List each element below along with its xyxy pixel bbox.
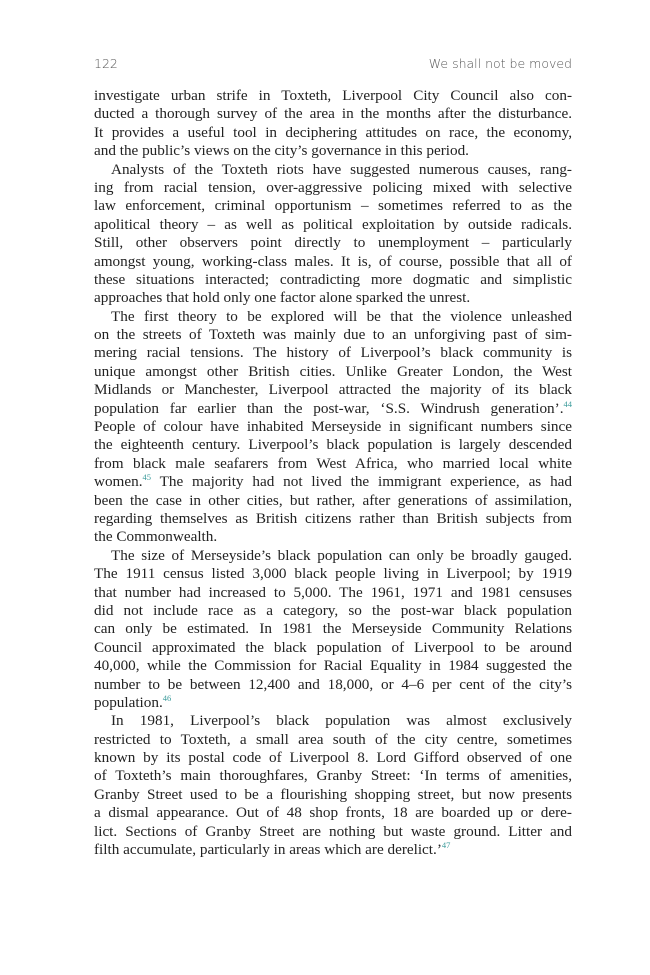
text-line bbox=[94, 657, 572, 675]
text-line bbox=[94, 436, 572, 454]
footnote-reference[interactable]: 47 bbox=[441, 840, 451, 851]
line-text: these situations interacted; contradicting more dogmatic and simplistic bbox=[94, 270, 572, 288]
text-line bbox=[94, 326, 572, 344]
text-line bbox=[94, 142, 572, 160]
text-line bbox=[94, 381, 572, 399]
text-line bbox=[94, 731, 572, 749]
text-line bbox=[94, 639, 572, 657]
text-line bbox=[94, 271, 572, 289]
line-text: In 1981, Liverpool’s black population was almost exclusively bbox=[111, 712, 572, 730]
text-line bbox=[94, 87, 572, 105]
line-text: on the streets of Toxteth was mainly due to an unforgiving past of sim- bbox=[94, 326, 572, 344]
text-line bbox=[94, 124, 572, 142]
line-text: investigate urban strife in Toxteth, Liverpool City Council also con- bbox=[94, 87, 572, 104]
line-text: The size of Merseyside’s black population can only be broadly gauged. bbox=[111, 546, 572, 564]
paragraph bbox=[94, 87, 572, 161]
text-line bbox=[94, 161, 572, 179]
text-line bbox=[94, 216, 572, 234]
line-text: that number had increased to 5,000. The 1961, 1971 and 1981 censuses bbox=[94, 583, 572, 601]
paragraph bbox=[94, 308, 572, 547]
text-line bbox=[94, 804, 572, 822]
text-line bbox=[94, 823, 572, 841]
line-text: the eighteenth century. Liverpool’s black population is largely descended bbox=[94, 436, 572, 454]
line-text: regarding themselves as British citizens rather than British subjects from bbox=[94, 509, 572, 527]
line-text: known by its postal code of Liverpool 8. Lord Gifford observed of one bbox=[94, 749, 572, 767]
text-line bbox=[94, 234, 572, 252]
line-text: Midlands or Manchester, Liverpool attracted the majority of its black bbox=[94, 381, 572, 399]
text-line bbox=[94, 197, 572, 215]
text-line bbox=[94, 676, 572, 694]
text-line bbox=[94, 602, 572, 620]
line-text: mering racial tensions. The history of Liverpool’s black community is bbox=[94, 344, 572, 362]
text-line bbox=[94, 620, 572, 638]
page-number: 122 bbox=[94, 56, 118, 71]
line-text: amongst young, working-class males. It is, of course, possible that all of bbox=[94, 252, 572, 270]
footnote-reference[interactable]: 44 bbox=[563, 398, 572, 409]
line-text: ducted a thorough survey of the area in the months after the disturbance. bbox=[94, 105, 572, 123]
line-text: The majority had not lived the immigrant experience, as had bbox=[151, 473, 572, 491]
text-line bbox=[94, 712, 572, 730]
line-text: unique amongst other British cities. Unlike Greater London, the West bbox=[94, 362, 572, 380]
text-line bbox=[94, 179, 572, 197]
line-text: 40,000, while the Commission for Racial Equality in 1984 suggested the bbox=[94, 657, 572, 675]
text-line bbox=[94, 492, 572, 510]
text-line bbox=[94, 363, 572, 381]
text-line bbox=[94, 308, 572, 326]
footnote-reference[interactable]: 45 bbox=[142, 472, 152, 483]
text-line bbox=[94, 786, 572, 804]
text-line bbox=[94, 767, 572, 785]
line-text: can only be estimated. In 1981 the Merseyside Community Relations bbox=[94, 620, 572, 638]
text-line bbox=[94, 749, 572, 767]
line-text: a dismal appearance. Out of 48 shop fronts, 18 are boarded up or dere- bbox=[94, 804, 572, 822]
line-text: lict. Sections of Granby Street are nothing but waste ground. Litter and bbox=[94, 822, 572, 840]
line-text: approaches that hold only one factor alone sparked the unrest. bbox=[94, 289, 471, 307]
line-text: It provides a useful tool in deciphering attitudes on race, the economy, bbox=[94, 123, 572, 141]
text-line bbox=[94, 418, 572, 436]
text-line bbox=[94, 289, 572, 307]
text-line bbox=[94, 547, 572, 565]
text-line bbox=[94, 584, 572, 602]
line-text: apolitical theory – as well as political exploitation by outside radicals. bbox=[94, 215, 572, 233]
text-line bbox=[94, 510, 572, 528]
text-line bbox=[94, 528, 572, 546]
body-text bbox=[94, 87, 572, 859]
text-line bbox=[94, 253, 572, 271]
line-text: Granby Street used to be a flourishing shopping street, but now presents bbox=[94, 785, 572, 803]
line-text: The 1911 census listed 3,000 black people living in Liverpool; by 1919 bbox=[94, 565, 572, 583]
line-text: filth accumulate, particularly in areas which are derelict.’ bbox=[94, 841, 442, 859]
line-text: population. bbox=[94, 693, 163, 711]
paragraph bbox=[94, 161, 572, 308]
paragraph bbox=[94, 712, 572, 859]
line-text: The first theory to be explored will be that the violence unleashed bbox=[111, 307, 572, 325]
line-text: and the public’s views on the city’s governance in this period. bbox=[94, 142, 469, 160]
text-line bbox=[94, 565, 572, 583]
line-text: been the case in other cities, but rather, after generations of assimilation, bbox=[94, 491, 572, 509]
running-header bbox=[94, 56, 572, 74]
text-line bbox=[94, 344, 572, 362]
line-text: restricted to Toxteth, a small area south of the city centre, sometimes bbox=[94, 730, 572, 748]
line-text: women. bbox=[94, 473, 143, 491]
text-line bbox=[94, 105, 572, 123]
line-text: population far earlier than the post-war, ‘S.S. Windrush generation’. bbox=[94, 399, 564, 417]
text-line bbox=[94, 841, 572, 859]
line-text: from black male seafarers from West Africa, who married local white bbox=[94, 454, 572, 472]
text-line bbox=[94, 455, 572, 473]
line-text: Analysts of the Toxteth riots have suggested numerous causes, rang- bbox=[111, 160, 572, 178]
running-title: We shall not be moved bbox=[428, 56, 572, 71]
line-text: People of colour have inhabited Merseyside in significant numbers since bbox=[94, 418, 572, 436]
line-text: law enforcement, criminal opportunism – sometimes referred to as the bbox=[94, 197, 572, 215]
text-line bbox=[94, 694, 572, 712]
text-line bbox=[94, 400, 572, 418]
text-line bbox=[94, 473, 572, 491]
line-text: Still, other observers point directly to unemployment – particularly bbox=[94, 234, 572, 252]
line-text: did not include race as a category, so the post-war black population bbox=[94, 601, 572, 619]
footnote-reference[interactable]: 46 bbox=[162, 692, 172, 703]
paragraph bbox=[94, 547, 572, 713]
line-text: number to be between 12,400 and 18,000, or 4–6 per cent of the city’s bbox=[94, 675, 572, 693]
line-text: the Commonwealth. bbox=[94, 528, 218, 546]
line-text: Council approximated the black population of Liverpool to be around bbox=[94, 638, 572, 656]
line-text: ing from racial tension, over-aggressive policing mixed with selective bbox=[94, 178, 572, 196]
line-text: of Toxteth’s main thoroughfares, Granby Street: ‘In terms of amenities, bbox=[94, 767, 572, 785]
